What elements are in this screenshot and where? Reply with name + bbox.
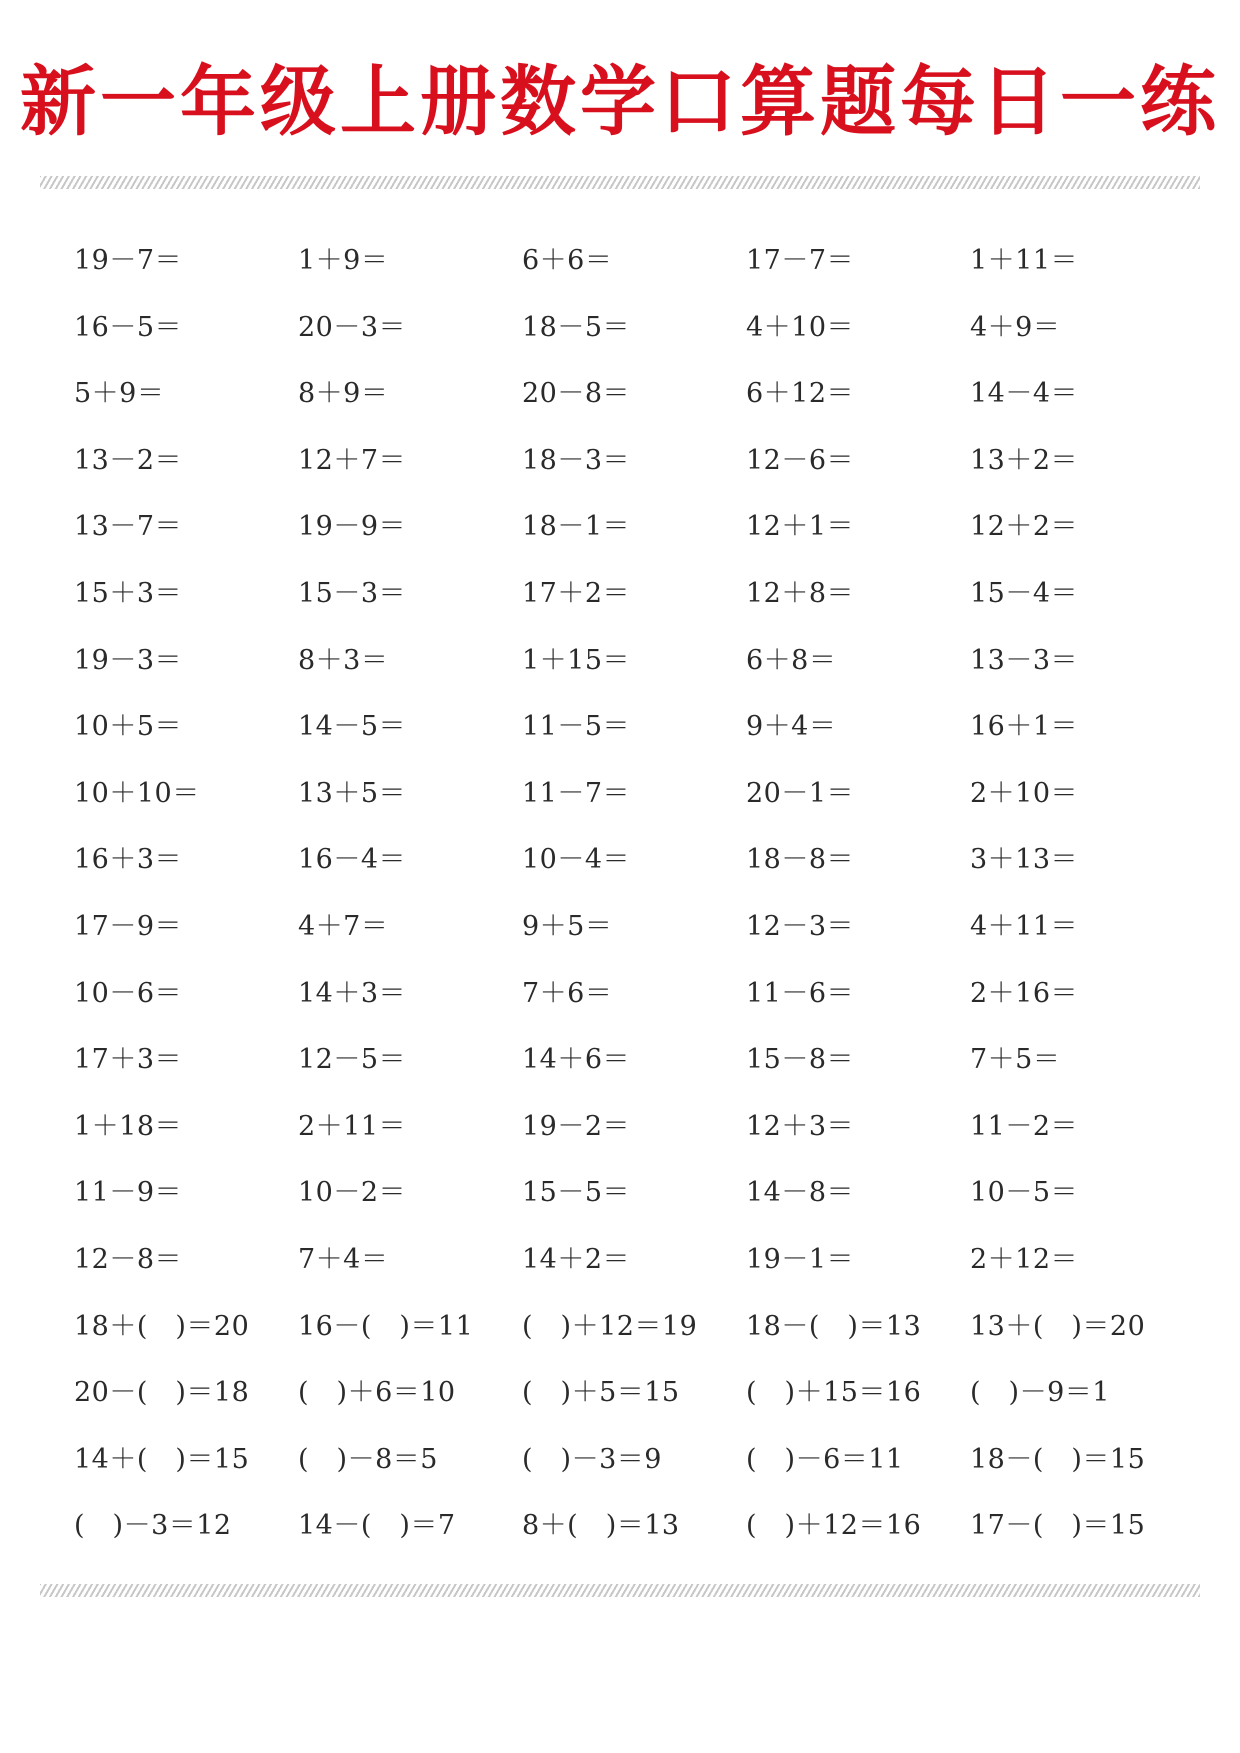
math-problem: 14－( )＝7 (298, 1510, 456, 1542)
math-problem: ( )＋12＝16 (746, 1510, 922, 1542)
math-problem: 8＋3＝ (298, 644, 389, 676)
math-problem: 1＋18＝ (74, 1110, 183, 1142)
math-problem: 18－8＝ (746, 844, 855, 876)
math-problem: 13－3＝ (970, 644, 1079, 676)
math-problem: 12－3＝ (746, 910, 855, 942)
math-problem: 14－8＝ (746, 1177, 855, 1209)
math-problem: 13＋2＝ (970, 444, 1079, 476)
math-problem: 19－1＝ (746, 1243, 855, 1275)
math-problem: 15＋3＝ (74, 577, 183, 609)
math-problem: ( )＋12＝19 (522, 1310, 698, 1342)
math-problem: 11－2＝ (970, 1110, 1079, 1142)
math-problem: 13＋( )＝20 (970, 1310, 1146, 1342)
math-problem: 7＋4＝ (298, 1243, 389, 1275)
math-problem: ( )－8＝5 (298, 1443, 438, 1475)
math-problem: 17＋3＝ (74, 1044, 183, 1076)
math-problem: 6＋6＝ (522, 245, 613, 276)
math-problem: 9＋5＝ (522, 910, 613, 942)
math-problem: 10－2＝ (298, 1177, 407, 1209)
math-problem: 16＋3＝ (74, 844, 183, 876)
top-divider (40, 176, 1200, 189)
math-problem: 4＋7＝ (298, 910, 389, 942)
math-problem: ( )－3＝12 (74, 1510, 232, 1542)
math-problem: 14＋( )＝15 (74, 1443, 250, 1475)
math-problem: 10＋5＝ (74, 711, 183, 743)
math-problem: 17－( )＝15 (970, 1510, 1146, 1542)
math-problem: 14＋6＝ (522, 1044, 631, 1076)
math-problem: 18－( )＝15 (970, 1443, 1146, 1475)
math-problem: 8＋9＝ (298, 378, 389, 410)
problem-grid (74, 228, 1194, 1560)
math-problem: 12＋7＝ (298, 444, 407, 476)
math-problem: 12－6＝ (746, 444, 855, 476)
math-problem: 12＋2＝ (970, 511, 1079, 543)
math-problem: 19－3＝ (74, 644, 183, 676)
math-problem: 14－5＝ (298, 711, 407, 743)
math-problem: 4＋11＝ (970, 910, 1079, 942)
math-problem: 15－3＝ (298, 577, 407, 609)
math-problem: 13－7＝ (74, 511, 183, 543)
math-problem: 11－5＝ (522, 711, 631, 743)
math-problem: 4＋9＝ (970, 311, 1061, 343)
math-problem: 6＋8＝ (746, 644, 837, 676)
math-problem: ( )＋15＝16 (746, 1377, 922, 1409)
math-problem: 17－7＝ (746, 245, 855, 276)
math-problem: 15－5＝ (522, 1177, 631, 1209)
math-problem: 20－1＝ (746, 777, 855, 809)
math-problem: 9＋4＝ (746, 711, 837, 743)
math-problem: 12－5＝ (298, 1044, 407, 1076)
math-problem: 1＋9＝ (298, 245, 389, 276)
math-problem: 11－9＝ (74, 1177, 183, 1209)
math-problem: ( )－6＝11 (746, 1443, 904, 1475)
math-problem: 12＋1＝ (746, 511, 855, 543)
math-problem: 11－7＝ (522, 777, 631, 809)
math-problem: 19－2＝ (522, 1110, 631, 1142)
math-problem: 10－4＝ (522, 844, 631, 876)
math-problem: 2＋11＝ (298, 1110, 407, 1142)
math-problem: 18－3＝ (522, 444, 631, 476)
math-problem: 16－4＝ (298, 844, 407, 876)
math-problem: 1＋15＝ (522, 644, 631, 676)
math-problem: 13＋5＝ (298, 777, 407, 809)
math-problem: ( )－9＝1 (970, 1377, 1110, 1409)
math-problem: 15－8＝ (746, 1044, 855, 1076)
math-problem: 8＋( )＝13 (522, 1510, 680, 1542)
math-problem: 12－8＝ (74, 1243, 183, 1275)
math-problem: 6＋12＝ (746, 378, 855, 410)
math-problem: 14－4＝ (970, 378, 1079, 410)
math-problem: 10＋10＝ (74, 777, 200, 809)
math-problem: 15－4＝ (970, 577, 1079, 609)
page-title: 新一年级上册数学口算题每日一练 (20, 57, 1220, 146)
math-problem: 16－5＝ (74, 311, 183, 343)
math-problem: ( )－3＝9 (522, 1443, 662, 1475)
math-problem: 4＋10＝ (746, 311, 855, 343)
math-problem: 11－6＝ (746, 977, 855, 1009)
math-problem: 18－( )＝13 (746, 1310, 922, 1342)
bottom-divider (40, 1584, 1200, 1597)
math-problem: ( )＋6＝10 (298, 1377, 456, 1409)
math-problem: 19－9＝ (298, 511, 407, 543)
math-problem: 5＋9＝ (74, 378, 165, 410)
math-problem: 19－7＝ (74, 245, 183, 276)
math-problem: 10－5＝ (970, 1177, 1079, 1209)
math-problem: ( )＋5＝15 (522, 1377, 680, 1409)
math-problem: 13－2＝ (74, 444, 183, 476)
math-problem: 1＋11＝ (970, 245, 1079, 276)
math-problem: 3＋13＝ (970, 844, 1079, 876)
math-problem: 2＋16＝ (970, 977, 1079, 1009)
math-problem: 16－( )＝11 (298, 1310, 474, 1342)
math-problem: 18＋( )＝20 (74, 1310, 250, 1342)
math-problem: 17－9＝ (74, 910, 183, 942)
math-problem: 17＋2＝ (522, 577, 631, 609)
math-problem: 18－1＝ (522, 511, 631, 543)
math-problem: 16＋1＝ (970, 711, 1079, 743)
math-problem: 12＋8＝ (746, 577, 855, 609)
math-problem: 7＋6＝ (522, 977, 613, 1009)
math-problem: 7＋5＝ (970, 1044, 1061, 1076)
math-problem: 20－( )＝18 (74, 1377, 250, 1409)
math-problem: 2＋12＝ (970, 1243, 1079, 1275)
math-problem: 10－6＝ (74, 977, 183, 1009)
math-problem: 18－5＝ (522, 311, 631, 343)
math-problem: 14＋2＝ (522, 1243, 631, 1275)
math-problem: 20－3＝ (298, 311, 407, 343)
math-problem: 2＋10＝ (970, 777, 1079, 809)
math-problem: 14＋3＝ (298, 977, 407, 1009)
math-problem: 20－8＝ (522, 378, 631, 410)
math-problem: 12＋3＝ (746, 1110, 855, 1142)
